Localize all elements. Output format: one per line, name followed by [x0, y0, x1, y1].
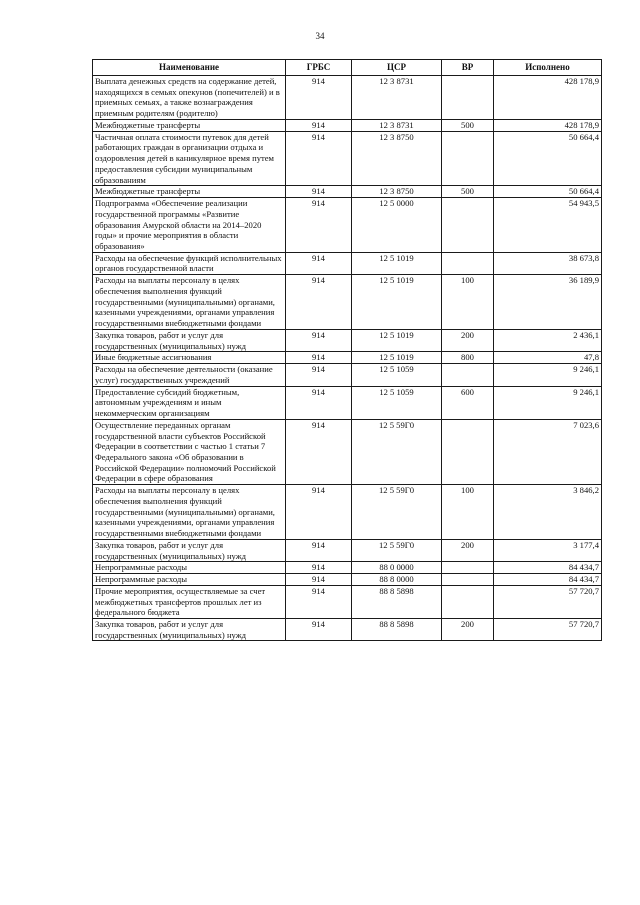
cell-name: Межбюджетные трансферты [93, 119, 286, 131]
cell-grbs: 914 [286, 386, 352, 419]
column-header-grbs: ГРБС [286, 60, 352, 76]
cell-grbs: 914 [286, 485, 352, 540]
cell-csr: 12 5 1059 [352, 386, 442, 419]
cell-grbs: 914 [286, 131, 352, 186]
cell-csr: 12 5 1019 [352, 352, 442, 364]
column-header-name: Наименование [93, 60, 286, 76]
table-row [93, 252, 602, 274]
table-row [93, 574, 602, 586]
cell-executed: 428 178,9 [494, 76, 602, 120]
cell-vr: 600 [442, 386, 494, 419]
cell-vr [442, 562, 494, 574]
table-row [93, 76, 602, 120]
budget-table [92, 59, 602, 641]
cell-grbs: 914 [286, 76, 352, 120]
table-row [93, 386, 602, 419]
cell-csr: 88 8 5898 [352, 618, 442, 640]
cell-csr: 12 5 59Г0 [352, 539, 442, 561]
cell-executed: 3 846,2 [494, 485, 602, 540]
table-row [93, 186, 602, 198]
table-row [93, 585, 602, 618]
table-header-row [93, 60, 602, 76]
cell-grbs: 914 [286, 186, 352, 198]
cell-executed: 50 664,4 [494, 131, 602, 186]
cell-name: Выплата денежных средств на содержание детей, находящихся в семьях опекунов (попечителей) и в приемных семьях, а также вознаграждения приемным родителям (родителю) [93, 76, 286, 120]
cell-name: Закупка товаров, работ и услуг для государственных (муниципальных) нужд [93, 539, 286, 561]
cell-vr [442, 585, 494, 618]
cell-executed: 50 664,4 [494, 186, 602, 198]
cell-csr: 12 5 1019 [352, 329, 442, 351]
cell-name: Прочие мероприятия, осуществляемые за счет межбюджетных трансфертов прошлых лет из федерального бюджета [93, 585, 286, 618]
cell-vr [442, 419, 494, 484]
table-row [93, 352, 602, 364]
cell-executed: 2 436,1 [494, 329, 602, 351]
cell-grbs: 914 [286, 585, 352, 618]
cell-name: Межбюджетные трансферты [93, 186, 286, 198]
cell-csr: 88 8 0000 [352, 574, 442, 586]
cell-csr: 12 3 8750 [352, 186, 442, 198]
cell-vr: 200 [442, 618, 494, 640]
cell-name: Расходы на обеспечение функций исполнительных органов государственной власти [93, 252, 286, 274]
table-row [93, 485, 602, 540]
cell-name: Расходы на выплаты персоналу в целях обеспечения выполнения функций государственными (муниципальными) органами, казенными учреждениями, органами управления государственными внебюджетными фондами [93, 275, 286, 330]
cell-csr: 12 3 8750 [352, 131, 442, 186]
cell-grbs: 914 [286, 562, 352, 574]
cell-vr: 500 [442, 186, 494, 198]
cell-executed: 54 943,5 [494, 198, 602, 253]
cell-vr [442, 198, 494, 253]
cell-name: Непрограммные расходы [93, 574, 286, 586]
cell-vr: 800 [442, 352, 494, 364]
cell-name: Предоставление субсидий бюджетным, автономным учреждениям и иным некоммерческим организациям [93, 386, 286, 419]
table-body [93, 76, 602, 641]
cell-grbs: 914 [286, 419, 352, 484]
cell-name: Расходы на выплаты персоналу в целях обеспечения выполнения функций государственными (муниципальными) органами, казенными учреждениями, органами управления государственными внебюджетными фондами [93, 485, 286, 540]
cell-name: Подпрограмма «Обеспечение реализации государственной программы «Развитие образования Амурской области на 2014–2020 годы» и прочие мероприятия в области образования» [93, 198, 286, 253]
table-row [93, 329, 602, 351]
cell-csr: 12 3 8731 [352, 119, 442, 131]
cell-name: Расходы на обеспечение деятельности (оказание услуг) государственных учреждений [93, 364, 286, 386]
cell-executed: 47,8 [494, 352, 602, 364]
cell-csr: 12 5 1019 [352, 252, 442, 274]
cell-name: Осуществление переданных органам государственной власти субъектов Российской Федерации в соответствии с частью 1 статьи 7 Федерального закона «Об образовании в Российской Федерации» полномочий Российской Федерации в сфере образования [93, 419, 286, 484]
column-header-executed: Исполнено [494, 60, 602, 76]
table-row [93, 198, 602, 253]
table-row [93, 419, 602, 484]
cell-executed: 36 189,9 [494, 275, 602, 330]
cell-vr: 200 [442, 329, 494, 351]
cell-csr: 88 0 0000 [352, 562, 442, 574]
cell-vr [442, 574, 494, 586]
cell-name: Непрограммные расходы [93, 562, 286, 574]
cell-executed: 57 720,7 [494, 618, 602, 640]
cell-grbs: 914 [286, 275, 352, 330]
cell-executed: 9 246,1 [494, 386, 602, 419]
cell-executed: 9 246,1 [494, 364, 602, 386]
cell-vr: 200 [442, 539, 494, 561]
page-number: 34 [315, 31, 325, 41]
cell-vr: 100 [442, 275, 494, 330]
cell-name: Закупка товаров, работ и услуг для государственных (муниципальных) нужд [93, 618, 286, 640]
cell-name: Частичная оплата стоимости путевок для детей работающих граждан в организации отдыха и оздоровления детей в каникулярное время путем предоставления субсидии муниципальным образованиям [93, 131, 286, 186]
cell-csr: 12 3 8731 [352, 76, 442, 120]
cell-grbs: 914 [286, 198, 352, 253]
cell-grbs: 914 [286, 539, 352, 561]
table-row [93, 275, 602, 330]
cell-vr [442, 76, 494, 120]
cell-csr: 12 5 59Г0 [352, 419, 442, 484]
cell-grbs: 914 [286, 618, 352, 640]
cell-name: Закупка товаров, работ и услуг для государственных (муниципальных) нужд [93, 329, 286, 351]
cell-grbs: 914 [286, 119, 352, 131]
cell-grbs: 914 [286, 364, 352, 386]
table-row [93, 131, 602, 186]
cell-executed: 428 178,9 [494, 119, 602, 131]
cell-grbs: 914 [286, 252, 352, 274]
cell-csr: 12 5 0000 [352, 198, 442, 253]
cell-name: Иные бюджетные ассигнования [93, 352, 286, 364]
cell-csr: 12 5 1059 [352, 364, 442, 386]
cell-csr: 12 5 59Г0 [352, 485, 442, 540]
column-header-csr: ЦСР [352, 60, 442, 76]
cell-executed: 57 720,7 [494, 585, 602, 618]
cell-executed: 84 434,7 [494, 562, 602, 574]
cell-grbs: 914 [286, 574, 352, 586]
cell-grbs: 914 [286, 329, 352, 351]
cell-executed: 84 434,7 [494, 574, 602, 586]
cell-executed: 3 177,4 [494, 539, 602, 561]
table-row [93, 364, 602, 386]
cell-vr: 100 [442, 485, 494, 540]
table-row [93, 119, 602, 131]
cell-csr: 88 8 5898 [352, 585, 442, 618]
table-row [93, 539, 602, 561]
cell-vr: 500 [442, 119, 494, 131]
column-header-vr: ВР [442, 60, 494, 76]
table-row [93, 562, 602, 574]
cell-vr [442, 252, 494, 274]
cell-vr [442, 131, 494, 186]
cell-grbs: 914 [286, 352, 352, 364]
cell-executed: 38 673,8 [494, 252, 602, 274]
cell-executed: 7 023,6 [494, 419, 602, 484]
cell-csr: 12 5 1019 [352, 275, 442, 330]
cell-vr [442, 364, 494, 386]
table-row [93, 618, 602, 640]
